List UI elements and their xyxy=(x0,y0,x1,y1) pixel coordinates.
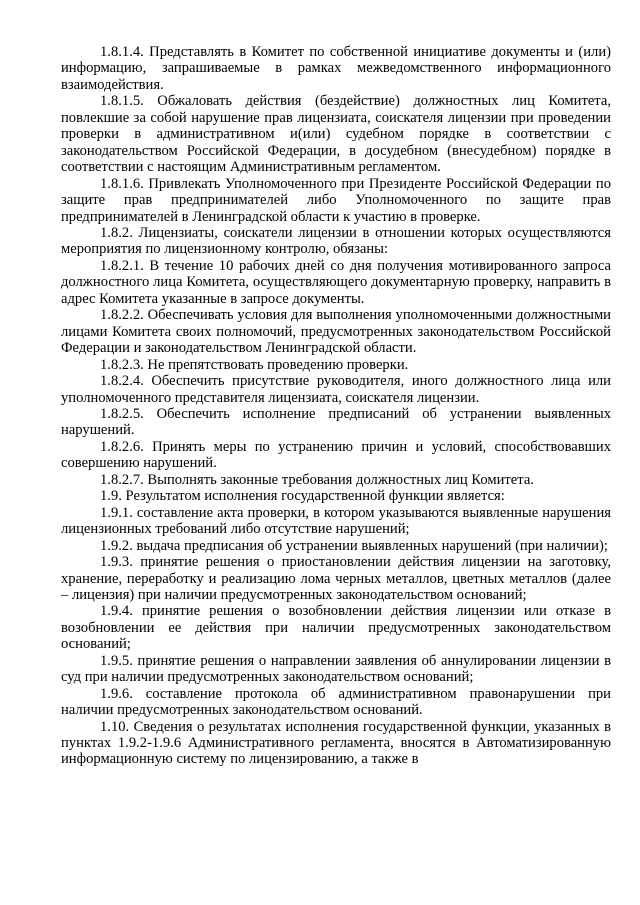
paragraph-1-8-2: 1.8.2. Лицензиаты, соискатели лицензии в отношении которых осуществляются мероприятия по лицензионному контролю, обязаны: xyxy=(61,224,611,258)
document-page xyxy=(61,44,611,768)
paragraph-1-8-1-5: 1.8.1.5. Обжаловать действия (бездействие) должностных лиц Комитета, повлекшие за собой нарушение прав лицензиата, соискателя лицензии при проведении проверки в административном и(или) судебном порядке в соответствии с законодательством Российской Федерации, в досудебном (внесудебном) порядке в соответствии с настоящим Административным регламентом. xyxy=(61,93,611,176)
paragraph-1-9-3: 1.9.3. принятие решения о приостановлении действия лицензии на заготовку, хранение, переработку и реализацию лома черных металлов, цветных металлов (далее – лицензия) при наличии предусмотренных законодательством оснований; xyxy=(61,554,611,603)
paragraph-1-8-2-1: 1.8.2.1. В течение 10 рабочих дней со дня получения мотивированного запроса должностного лица Комитета, осуществляющего документарную проверку, направить в адрес Комитета указанные в запросе документы. xyxy=(61,257,611,307)
paragraph-1-9-5: 1.9.5. принятие решения о направлении заявления об аннулировании лицензии в суд при наличии предусмотренных законодательством оснований; xyxy=(61,652,611,686)
paragraph-1-8-2-2: 1.8.2.2. Обеспечивать условия для выполнения уполномоченными должностными лицами Комитета своих полномочий, предусмотренных законодательством Российской Федерации и законодательством Ленинградской области. xyxy=(61,307,611,357)
paragraph-1-8-2-5: 1.8.2.5. Обеспечить исполнение предписаний об устранении выявленных нарушений. xyxy=(61,405,611,439)
paragraph-1-8-1-6: 1.8.1.6. Привлекать Уполномоченного при Президенте Российской Федерации по защите прав предпринимателей либо Уполномоченного по защите прав предпринимателей в Ленинградской области к участию в проверке. xyxy=(61,175,611,225)
paragraph-1-9-2: 1.9.2. выдача предписания об устранении выявленных нарушений (при наличии); xyxy=(100,537,608,554)
paragraph-1-8-2-3: 1.8.2.3. Не препятствовать проведению проверки. xyxy=(100,356,409,373)
paragraph-1-9-4: 1.9.4. принятие решения о возобновлении действия лицензии или отказе в возобновлении ее действия при наличии предусмотренных законодательством оснований; xyxy=(61,603,611,653)
paragraph-1-8-1-4: 1.8.1.4. Представлять в Комитет по собственной инициативе документы и (или) информацию, запрашиваемые в рамках межведомственного информационного взаимодействия. xyxy=(61,44,611,93)
paragraph-1-8-2-6: 1.8.2.6. Принять меры по устранению причин и условий, способствовавших совершению нарушений. xyxy=(61,438,611,472)
paragraph-1-8-2-4: 1.8.2.4. Обеспечить присутствие руководителя, иного должностного лица или уполномоченного представителя лицензиата, соискателя лицензии. xyxy=(61,373,611,406)
paragraph-1-9-1: 1.9.1. составление акта проверки, в котором указываются выявленные нарушения лицензионных требований либо отсутствие нарушений; xyxy=(61,504,611,538)
paragraph-1-9-6: 1.9.6. составление протокола об административном правонарушении при наличии предусмотренных законодательством оснований. xyxy=(61,685,611,719)
paragraph-1-10: 1.10. Сведения о результатах исполнения государственной функции, указанных в пунктах 1.9.2-1.9.6 Административного регламента, вносятся в Автоматизированную информационную систему по лицензированию, а также в xyxy=(61,718,611,768)
paragraph-1-8-2-7: 1.8.2.7. Выполнять законные требования должностных лиц Комитета. xyxy=(100,471,534,488)
paragraph-1-9: 1.9. Результатом исполнения государственной функции является: xyxy=(100,488,505,505)
